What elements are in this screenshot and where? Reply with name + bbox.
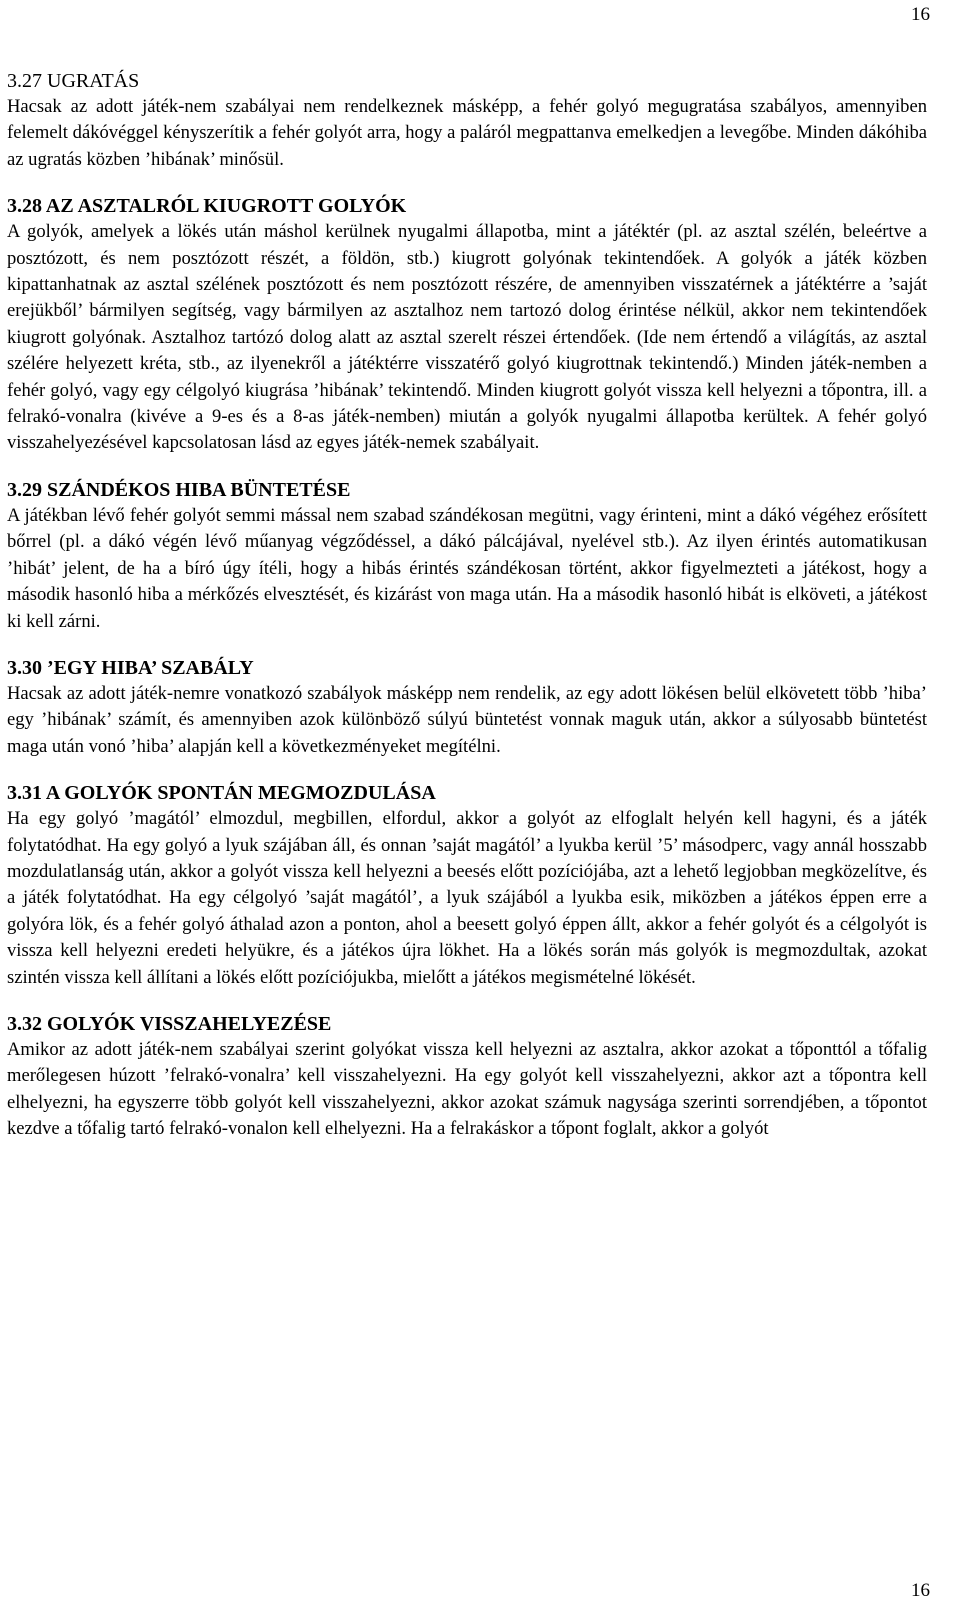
section-3-31 [7, 780, 927, 991]
section-3-32 [7, 1011, 927, 1143]
section-paragraph: A golyók, amelyek a lökés után máshol kerülnek nyugalmi állapotba, mint a játéktér (pl. az asztal szélén, beleértve a posztózott, és nem posztózott részét, a földön, stb.) kiugrott golyónak tekintendőek. A golyók a játék közben kipattanhatnak az asztal szélének posztózott és nem posztózott részére, de amennyiben visszatérnek a játéktérre a ’saját erejükből’ bármilyen segítség, vagy bármilyen az asztalhoz nem tartozó dolog érintése nélkül, akkor nem tekintendőek kiugrott golyónak. Asztalhoz tartózó dolog alatt az asztal szerelt részei értendőek. (Ide nem értendő a világítás, az asztal szélére helyezett kréta, stb., az ilyenekről a játéktérre visszatérő golyó kiugrottnak tekintendő.) Minden játék-nemben a fehér golyó, vagy egy célgolyó kiugrása ’hibának’ tekintendő. Minden kiugrott golyót vissza kell helyezni a tőpontra, ill. a felrakó-vonalra (kivéve a 9-es és a 8-as játék-nemben) miután a golyók nyugalmi állapotba kerültek. A fehér golyó visszahelyezésével kapcsolatosan lásd az egyes játék-nemek szabályait. [7, 221, 927, 454]
page-number-top: 16 [911, 4, 930, 25]
section-3-30 [7, 655, 927, 760]
section-heading: 3.32 GOLYÓK VISSZAHELYEZÉSE [7, 1012, 332, 1035]
section-3-28 [7, 193, 927, 457]
section-heading: 3.31 A GOLYÓK SPONTÁN MEGMOZDULÁSA [7, 782, 436, 805]
page-number-bottom: 16 [911, 1580, 930, 1601]
section-heading: 3.27 UGRATÁS [7, 70, 140, 92]
section-paragraph: Hacsak az adott játék-nem szabályai nem rendelkeznek másképp, a fehér golyó megugratása szabályos, amennyiben felemelt dákóvéggel kényszerítik a fehér golyót arra, hogy a paláról megpattanva emelkedjen a levegőbe. Minden dákóhiba az ugratás közben ’hibának’ minősül. [7, 96, 927, 170]
document-body [7, 68, 927, 1163]
section-heading: 3.28 AZ ASZTALRÓL KIUGROTT GOLYÓK [7, 195, 407, 218]
section-3-27 [7, 68, 927, 173]
section-paragraph: Hacsak az adott játék-nemre vonatkozó szabályok másképp nem rendelik, az egy adott lökésen belül elkövetett több ’hiba’ egy ’hibának’ számít, és amennyiben azok különböző súlyú büntetést vonnak maguk után, akkor a súlyosabb büntetést maga után vonó ’hiba’ alapján kell a következményeket megítélni. [7, 682, 927, 757]
section-paragraph: A játékban lévő fehér golyót semmi mással nem szabad szándékosan megütni, vagy érinteni, mint a dákó végéhez erősített bőrrel (pl. a dákó végén lévő műanyag végződéssel, a dákó pálcájával, nyelével stb.). Az ilyen érintés automatikusan ’hibát’ jelent, de ha a bíró úgy ítéli, hogy a hibás érintés szándékosan történt, akkor figyelmezteti a játékost, hogy a második hasonló hiba a mérkőzés elvesztését, és kizárást von maga után. Ha a második hasonló hibát is elköveti, a játékost ki kell zárni. [7, 504, 927, 632]
section-paragraph: Amikor az adott játék-nem szabályai szerint golyókat vissza kell helyezni az asztalra, akkor azokat a tőponttól a tőfalig merőlegesen húzott ’felrakó-vonalra’ kell visszahelyezni. Ha egy golyót kell visszahelyezni, akkor azt a tőpontra kell elhelyezni, ha egyszerre több golyót kell visszahelyezni, akkor azokat számuk nagysága szerinti sorrendjében, a tőpontot kezdve a tőfalig tartó felrakó-vonalon kell elhelyezni. Ha a felrakáskor a tőpont foglalt, akkor a golyót [7, 1038, 927, 1140]
section-heading: 3.29 SZÁNDÉKOS HIBA BÜNTETÉSE [7, 478, 351, 501]
section-paragraph: Ha egy golyó ’magától’ elmozdul, megbillen, elfordul, akkor a golyót az elfoglalt helyén kell hagyni, és a játék folytatódhat. Ha egy golyó a lyuk szájában áll, és onnan ’saját magától’ a lyukba kerül ’5’ másodperc, vagy annál hosszabb mozdulatlanság után, akkor a golyót vissza kell helyezni a beesés előtt pozíciójába, azt a lehető legjobban megközelítve, és a játék folytatódhat. Ha egy célgolyó ’saját magától’, a lyuk szájából a lyukba esik, miközben a játékos éppen erre a golyóra lök, és a fehér golyó áthalad azon a ponton, ahol a beesett golyó éppen állt, akkor a fehér golyót és a célgolyót is vissza kell helyezni eredeti helyükre, és a játékos újra lökhet. Ha a lökés során más golyók is megmozdultak, azokat szintén vissza kell állítani a lökés előtt pozíciójukba, mielőtt a játékos megismételné lökését. [7, 808, 927, 988]
section-3-29 [7, 477, 927, 635]
section-heading: 3.30 ’EGY HIBA’ SZABÁLY [7, 656, 254, 679]
